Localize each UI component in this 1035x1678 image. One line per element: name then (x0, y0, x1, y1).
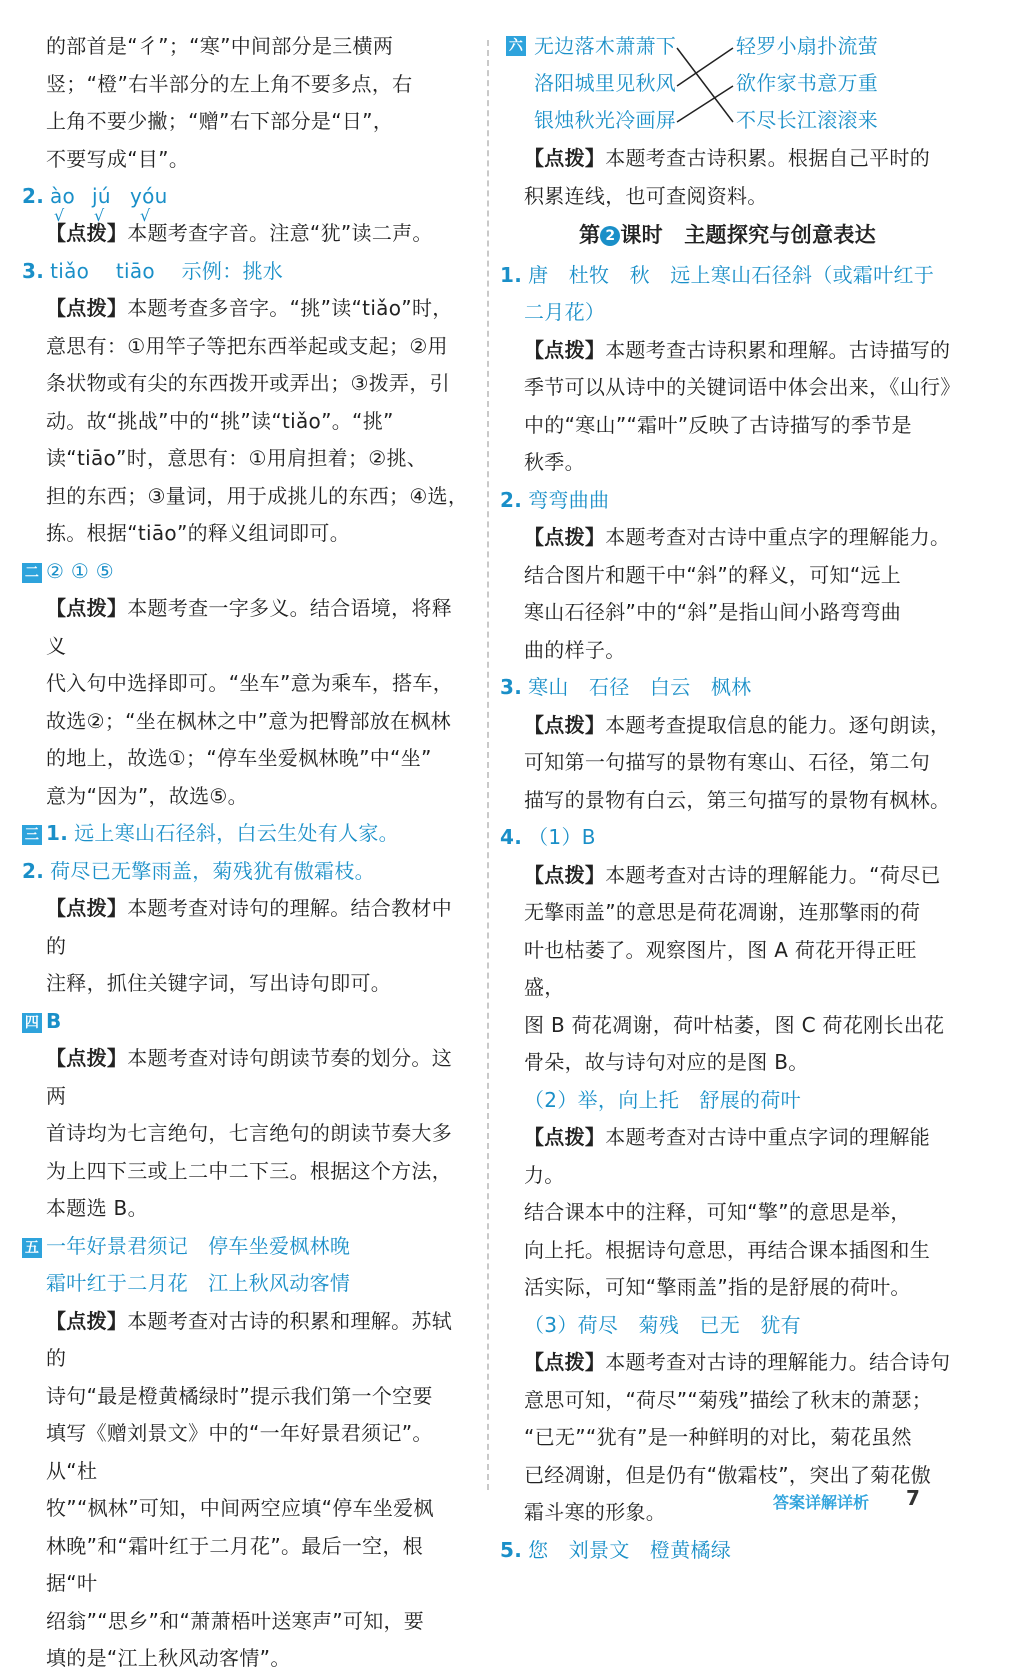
match-line (677, 48, 733, 122)
match-right-3: 不尽长江滚滚来 (736, 108, 879, 132)
text-line: 中的“寒山”“霜叶”反映了古诗描写的季节是 (524, 412, 912, 437)
text-line: 霜斗寒的形象。 (524, 1500, 667, 1524)
footer-label: 答案详解详析 (773, 1493, 870, 1512)
text-line: 的部首是“彳”；“寒”中间部分是三横两 (46, 34, 394, 58)
text-line: 描写的景物有白云，第三句描写的景物有枫林。 (524, 787, 951, 812)
text-line: 寒山石径斜”中的“斜”是指山间小路弯弯曲 (524, 600, 902, 624)
match-left-3: 银烛秋光冷画屏 (534, 108, 677, 132)
s6-tip: 【点拨】本题考查古诗积累。根据自己平时的 (524, 146, 931, 170)
text-line: 牧”“枫林”可知，中间两空应填“停车坐爱枫 (46, 1496, 434, 1520)
text-line: 动。故“挑战”中的“挑”读“tiǎο”。“挑” (46, 408, 394, 433)
r4-2-tip: 【点拨】本题考查对古诗中重点字词的理解能力。 (524, 1125, 931, 1187)
match-line (677, 48, 733, 86)
r4-tip: 【点拨】本题考查对古诗的理解能力。“荷尽已 (524, 862, 941, 887)
text-line: 注释，抓住关键字词，写出诗句即可。 (46, 971, 392, 995)
section-4-answer: 四 B (22, 1003, 472, 1041)
text-line: 代入句中选择即可。“坐车”意为乘车，搭车， (46, 671, 454, 695)
text-line: 填写《赠刘景文》中的“一年好景君须记”。从“杜 (46, 1421, 433, 1483)
text-line: 图 B 荷花凋谢，荷叶枯萎，图 C 荷花刚长出花 (524, 1012, 945, 1037)
text-line: 林晚”和“霜叶红于二月花”。最后一空，根据“叶 (46, 1533, 424, 1595)
pinyin-1: àο (50, 184, 76, 208)
section-box-4: 四 (22, 1013, 42, 1033)
text-line: 条状物或有尖的东西拨开或弄出；③拨弄，引 (46, 371, 450, 395)
s5-tip: 【点拨】本题考查对古诗的积累和理解。苏轼的 (46, 1308, 453, 1370)
text-line: 已经凋谢，但是仍有“傲霜枝”，突出了菊花傲 (524, 1462, 932, 1487)
q2-tip: 【点拨】本题考查字音。注意“犹”读二声。 (46, 221, 433, 245)
text-line: 不要写成“目”。 (46, 146, 190, 171)
pinyin-2: jú (92, 184, 111, 208)
lesson-heading: 第 2 课时 主题探究与创意表达 (579, 223, 876, 247)
text-line: 读“tiāο”时，意思有：①用肩担着；②挑、 (46, 446, 428, 470)
tick-mark: √ (140, 206, 151, 225)
text-line: 意思有：①用竿子等把东西举起或支起；②用 (46, 333, 448, 358)
pinyin-3: yόu (130, 184, 168, 208)
text-line: 意为“因为”，故选⑤。 (46, 783, 248, 808)
section-3-q2: 2. 荷尽已无擎雨盖，菊残犹有傲霜枝。 (22, 858, 375, 883)
text-line: 向上托。根据诗句意思，再结合课本插图和生 (524, 1237, 930, 1262)
s2-tip: 【点拨】本题考查一字多义。结合语境，将释义 (46, 596, 453, 658)
matching-lines (675, 36, 737, 136)
r4-2-answer: （2）举，向上托 舒展的荷叶 (524, 1087, 801, 1112)
poem-matching (500, 28, 955, 140)
text-line: 为上四下三或上二中二下三。根据这个方法， (46, 1158, 452, 1183)
q2-answer (22, 178, 472, 225)
section-2-answer: 二 ② ① ⑤ (22, 553, 472, 591)
r1-tip: 【点拨】本题考查古诗积累和理解。古诗描写的 (524, 337, 951, 362)
text-line: 首诗均为七言绝句，七言绝句的朗读节奏大多 (46, 1121, 452, 1145)
r4-answer: 4. （1）B (500, 825, 596, 849)
tick-mark: √ (94, 206, 105, 225)
text-line: 故选②；“坐在枫林之中”意为把臀部放在枫林 (46, 708, 451, 733)
s3-tip: 【点拨】本题考查对诗句的理解。结合教材中的 (46, 896, 453, 958)
text-line: 本题选 B。 (46, 1196, 148, 1220)
r2-tip: 【点拨】本题考查对古诗中重点字的理解能力。 (524, 525, 951, 549)
match-left-1: 无边落木萧萧下 (534, 34, 677, 58)
text-line: 绍翁”“思乡”和“萧萧梧叶送寒声”可知，要 (46, 1608, 425, 1633)
r5-answer: 5. 您 刘景文 橙黄橘绿 (500, 1537, 732, 1562)
r4-3-answer: （3）荷尽 菊残 已无 犹有 (524, 1312, 801, 1337)
section-3-q1: 三 1. 远上寒山石径斜，白云生处有人家。 (22, 815, 472, 853)
q3-answer: 3. tiǎο tiāο 示例：挑水 (22, 258, 284, 283)
text-line: 结合课本中的注释，可知“擎”的意思是举， (524, 1200, 911, 1224)
match-left-2: 洛阳城里见秋风 (534, 71, 677, 95)
r2-answer: 2. 弯弯曲曲 (500, 487, 610, 512)
section-5-answer: 五 一年好景君须记 停车坐爱枫林晚 (22, 1228, 472, 1266)
r3-tip: 【点拨】本题考查提取信息的能力。逐句朗读， (524, 712, 951, 737)
text-line: 积累连线，也可查阅资料。 (524, 183, 768, 208)
text-line: 的地上，故选①；“停车坐爱枫林晚”中“坐” (46, 746, 432, 770)
s4-tip: 【点拨】本题考查对诗句朗读节奏的划分。这两 (46, 1046, 453, 1108)
r4-3-tip: 【点拨】本题考查对古诗的理解能力。结合诗句 (524, 1350, 951, 1374)
lesson-number: 2 (600, 226, 620, 246)
left-column (22, 28, 472, 1678)
text-line: 骨朵，故与诗句对应的是图 B。 (524, 1050, 809, 1074)
q3-tip: 【点拨】本题考查多音字。“挑”读“tiǎο”时， (46, 296, 453, 320)
text-line: 无擎雨盖”的意思是荷花凋谢，连那擎雨的荷 (524, 900, 921, 924)
q2-number: 2. (22, 184, 45, 208)
section-box-3: 三 (22, 825, 42, 845)
section-box-5: 五 (22, 1238, 42, 1258)
r3-answer: 3. 寒山 石径 白云 枫林 (500, 675, 752, 699)
column-divider (487, 40, 489, 1490)
page-number: 7 (906, 1486, 920, 1510)
text-line: 叶也枯萎了。观察图片，图 A 荷花开得正旺盛， (524, 937, 917, 999)
text-line: 上角不要少撇；“赠”右下部分是“日”， (46, 109, 394, 133)
match-right-2: 欲作家书意万重 (736, 71, 879, 95)
text-line: 竖；“橙”右半部分的左上角不要多点，右 (46, 71, 413, 96)
text-line: 可知第一句描写的景物有寒山、石径，第二句 (524, 750, 930, 774)
text-line: “已无”“犹有”是一种鲜明的对比，菊花虽然 (524, 1425, 912, 1449)
section-5-answer-2: 霜叶红于二月花 江上秋风动客情 (46, 1271, 351, 1295)
text-line: 担的东西；③量词，用于成挑儿的东西；④选， (46, 483, 469, 508)
text-line: 填的是“江上秋风动客情”。 (46, 1646, 291, 1670)
match-line (677, 86, 733, 122)
section-box-2: 二 (22, 563, 42, 583)
r1-answer: 1. 唐 杜牧 秋 远上寒山石径斜（或霜叶红于 (500, 262, 935, 287)
text-line: 秋季。 (524, 450, 585, 474)
text-line: 意思可知，“荷尽”“菊残”描绘了秋末的萧瑟； (524, 1387, 933, 1412)
section-box-6: 六 (506, 36, 526, 56)
tick-mark: √ (54, 206, 65, 225)
r1-answer-cont: 二月花） (524, 300, 606, 324)
match-right-1: 轻罗小扇扑流萤 (736, 34, 879, 58)
text-line: 结合图片和题干中“斜”的释义，可知“远上 (524, 562, 902, 587)
right-column (500, 28, 961, 1569)
text-line: 诗句“最是橙黄橘绿时”提示我们第一个空要 (46, 1383, 433, 1408)
text-line: 季节可以从诗中的关键词语中体会出来，《山行》 (524, 375, 961, 399)
text-line: 拣。根据“tiāο”的释义组词即可。 (46, 521, 351, 545)
text-line: 曲的样子。 (524, 637, 626, 662)
text-line: 活实际，可知“擎雨盖”指的是舒展的荷叶。 (524, 1275, 911, 1299)
